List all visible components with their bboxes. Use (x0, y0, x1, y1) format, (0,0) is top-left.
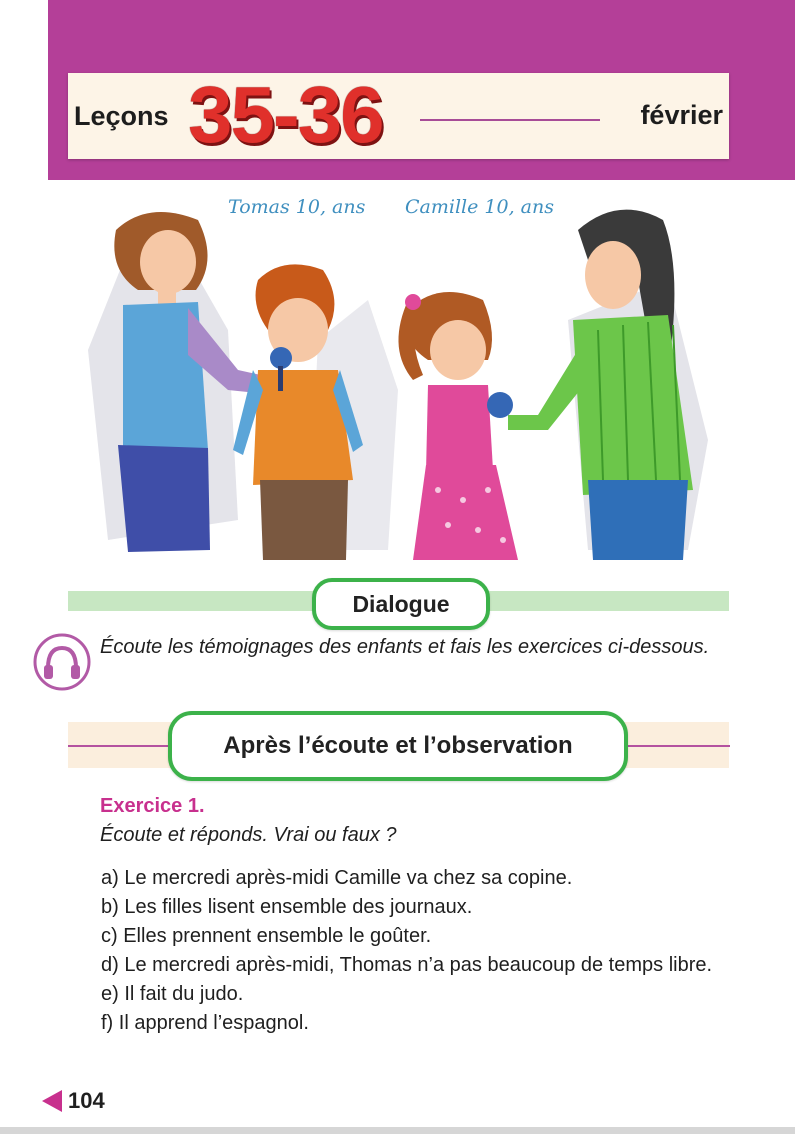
lesson-number: 35-36 (188, 70, 383, 159)
exercise-item-e: e) Il fait du judo. (101, 983, 244, 1005)
exercise-item-b: b) Les filles lisent ensemble des journaux. (101, 896, 473, 918)
section-line-left (68, 745, 170, 747)
girl-camille (398, 292, 518, 560)
interviewer-right (508, 210, 693, 560)
section-heading: Après l’écoute et l’observation (168, 711, 628, 781)
page-number-label: 104 (68, 1088, 105, 1113)
dialogue-heading: Dialogue (312, 578, 490, 630)
month-label: février (640, 100, 723, 130)
exercise-item-d: d) Le mercredi après-midi, Thomas n’a pas beaucoup de temps libre. (101, 954, 713, 976)
caption-tomas: Tomas 10, ans (228, 196, 366, 218)
caption-camille: Camille 10, ans (405, 196, 554, 218)
exercise-instruction: Écoute et réponds. Vrai ou faux ? (100, 824, 397, 846)
exercise-title: Exercice 1. (100, 795, 205, 817)
headphones-icon (32, 632, 92, 692)
exercise-item-a: a) Le mercredi après-midi Camille va chez sa copine. (101, 867, 573, 889)
dialogue-instruction: Écoute les témoignages des enfants et fais les exercices ci-dessous. (100, 636, 710, 658)
section-line-right (620, 745, 730, 747)
exercise-items (68, 864, 730, 1038)
interview-illustration (68, 190, 733, 560)
page-arrow-icon (42, 1090, 62, 1112)
exercise-item-f: f) Il apprend l’espagnol. (101, 1012, 309, 1034)
page-number (42, 1088, 105, 1114)
lesson-title-box (68, 70, 729, 159)
title-divider (420, 119, 600, 121)
lecons-label: Leçons (74, 101, 169, 131)
exercise-item-c: c) Elles prennent ensemble le goûter. (101, 925, 432, 947)
boy-tomas (233, 264, 363, 560)
bottom-strip (0, 1127, 795, 1134)
